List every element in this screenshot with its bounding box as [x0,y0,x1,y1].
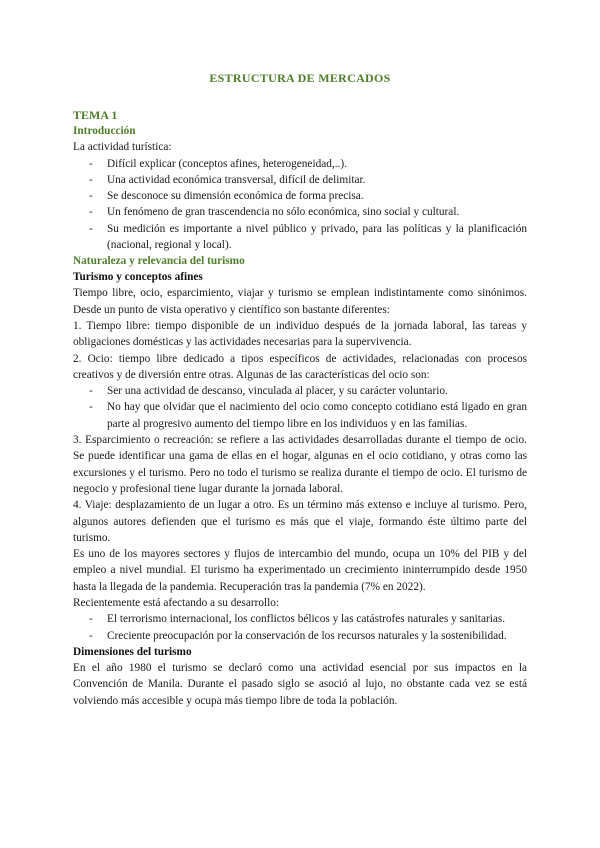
paragraph: Tiempo libre, ocio, esparcimiento, viajar y turismo se emplean indistintamente como sinónimos. Desde un punto de vista operativo y científico son bastante diferentes: [73,287,527,316]
paragraph: 2. Ocio: tiempo libre dedicado a tipos específicos de actividades, relacionadas con procesos creativos y de diversión entre otras. Algunas de las características del ocio son: [73,352,527,381]
document-title: ESTRUCTURA DE MERCADOS [209,71,391,85]
list-item: - Un fenómeno de gran trascendencia no sólo económica, sino social y cultural. [107,204,527,220]
paragraph: Recientemente está afectando a su desarrollo: [73,597,280,610]
ocio-list [73,383,527,432]
list-item: - El terrorismo internacional, los conflictos bélicos y las catástrofes naturales y sanitarias. [107,611,527,627]
paragraph: En el año 1980 el turismo se declaró como una actividad esencial por sus impactos en la Convención de Manila. Durante el pasado siglo se asoció al lujo, no obstante cada vez se está volviendo más accesible y ocupa más tiempo libre de toda la población. [73,661,527,707]
intro-heading: Introducción [73,125,136,138]
list-item: - Creciente preocupación por la conservación de los recursos naturales y la sostenibilidad. [107,628,527,644]
list-item: - Su medición es importante a nivel público y privado, para las políticas y la planificación (nacional, regional y local). [107,221,527,254]
list-item: - No hay que olvidar que el nacimiento del ocio como concepto cotidiano está ligado en gran parte al progresivo aumento del tiempo libre en los individuos y en las familias. [107,399,527,432]
list-item: - Se desconoce su dimensión económica de forma precisa. [107,188,527,204]
intro-list [73,156,527,254]
paragraph: Es uno de los mayores sectores y flujos de intercambio del mundo, ocupa un 10% del PIB y del empleo a nivel mundial. El turismo ha experimentado un crecimiento ininterrumpido desde 1950 hasta la llegada de la pandemia. Recuperación tras la pandemia (7% en 2022). [73,548,527,593]
list-item: - Ser una actividad de descanso, vinculada al placer, y su carácter voluntario. [107,383,527,399]
desarrollo-list [73,611,527,644]
list-item: - Una actividad económica transversal, difícil de delimitar. [107,172,527,188]
paragraph: 3. Esparcimiento o recreación: se refiere a las actividades desarrolladas durante el tiempo de ocio. Se puede identificar una gama de ellas en el hogar, algunas en el ocio cotidiano, y otras como las excursiones y el turismo. Pero no todo el turismo se realiza durante el tiempo de ocio. El turismo de negocio y profesional tiene lugar durante la jornada laboral. [73,434,527,495]
intro-lead: La actividad turística: [73,141,172,154]
naturaleza-heading: Naturaleza y relevancia del turismo [73,255,245,268]
conceptos-subheading: Turismo y conceptos afines [73,271,203,284]
paragraph: 1. Tiempo libre: tiempo disponible de un individuo después de la jornada laboral, las tareas y obligaciones domésticas y las actividades necesarias para la supervivencia. [73,319,527,349]
section-tema-heading: TEMA 1 [73,108,118,123]
paragraph: 4. Viaje: desplazamiento de un lugar a otro. Es un término más extenso e incluye al turismo. Pero, algunos autores defienden que el turismo es más que el viaje, formando éste último parte del turismo. [73,499,527,544]
list-item: - Difícil explicar (conceptos afines, heterogeneidad,..). [107,156,527,172]
dimensiones-heading: Dimensiones del turismo [73,645,192,658]
